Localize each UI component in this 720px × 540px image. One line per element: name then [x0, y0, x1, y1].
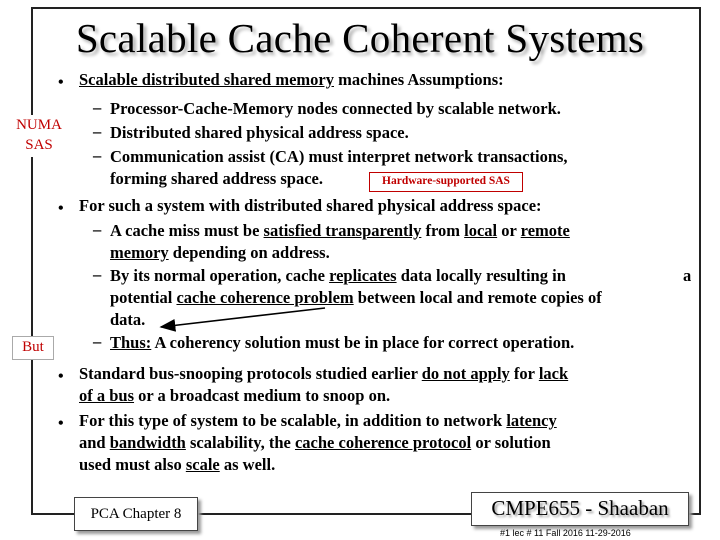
footer-note: #1 lec # 11 Fall 2016 11-29-2016 — [500, 528, 631, 538]
bullet-1-sub-1: Processor-Cache-Memory nodes connected by scalable network. — [110, 99, 561, 118]
bullet-1-sub-3: Communication assist (CA) must interpret network transactions, — [110, 147, 568, 166]
dash: – — [93, 122, 102, 141]
dash: – — [93, 332, 102, 351]
bullet-2-sub-2: By its normal operation, cache replicates data locally resulting in — [110, 266, 566, 285]
bullet-4-cont: and bandwidth scalability, the cache coherence protocol or solution — [79, 433, 551, 452]
bullet-dot: • — [58, 415, 64, 432]
bullet-4-cont-2: used must also scale as well. — [79, 455, 276, 474]
dash: – — [93, 220, 102, 239]
dash: – — [93, 98, 102, 117]
chapter-box: PCA Chapter 8 — [74, 497, 198, 531]
bullet-dot: • — [58, 74, 64, 91]
bullet-2-sub-3: Thus: A coherency solution must be in place for correct operation. — [110, 333, 575, 352]
bullet-2-text: For such a system with distributed shared physical address space: — [79, 196, 542, 215]
dash: – — [93, 265, 102, 284]
bullet-1-sub-2: Distributed shared physical address space. — [110, 123, 409, 142]
hardware-sas-tag: Hardware-supported SAS — [369, 172, 523, 192]
bullet-2-sub-2-a: a — [683, 266, 692, 285]
bullet-2-sub-1-cont: memory depending on address. — [110, 243, 330, 262]
bullet-3-text: Standard bus-snooping protocols studied earlier do not apply for lack — [79, 364, 569, 383]
bullet-dot: • — [58, 368, 64, 385]
bullet-4-text: For this type of system to be scalable, in addition to network latency — [79, 411, 557, 430]
bullet-2-sub-2-cont: potential cache coherence problem between local and remote copies of — [110, 288, 602, 307]
side-label-numa-sas: NUMA SAS — [6, 115, 72, 157]
bullet-1-text: Scalable distributed shared memory machines Assumptions: — [79, 70, 504, 89]
dash: – — [93, 146, 102, 165]
bullet-1-sub-3-cont: forming shared address space. — [110, 169, 323, 188]
slide-title: Scalable Cache Coherent Systems — [75, 15, 645, 61]
bullet-dot: • — [58, 200, 64, 217]
bullet-3-cont: of a bus or a broadcast medium to snoop on. — [79, 386, 391, 405]
side-label-but: But — [12, 336, 54, 360]
course-box: CMPE655 - Shaaban — [471, 492, 689, 526]
bullet-2-sub-1: A cache miss must be satisfied transparently from local or remote — [110, 221, 570, 240]
bullet-2-sub-2-cont-2: data. — [110, 310, 146, 329]
